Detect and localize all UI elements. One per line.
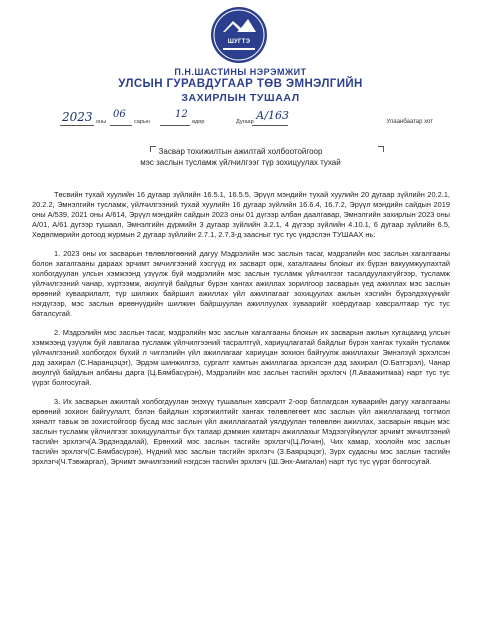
logo-text: ШУГТЭ <box>227 39 251 45</box>
year-suffix: оны <box>96 119 107 125</box>
org-name: УЛСЫН ГУРАВДУГААР ТӨВ ЭМНЭЛГИЙН <box>118 78 363 90</box>
document-type: ЗАХИРЛЫН ТУШААЛ <box>181 92 300 104</box>
day-suffix: өдөр <box>192 119 205 125</box>
handwritten-number: А/163 <box>256 109 290 122</box>
org-subtitle: П.Н.ШАСТИНЫ НЭРЭМЖИТ <box>174 67 307 77</box>
order-body <box>32 190 450 476</box>
clause-3-paragraph: 3. Их засварын ажилтай холбогдуулан энэхүү тушаалын хавсралт 2-оор батлагдсан хуваарийн дагуу хагалгааны өрөөний зохион байгуулалт, бэлэн байдлын хэрэгжилтийг хангах төлөвлөгөөт мэс заслын үйл ажиллагаанд тогтмол хяналт тавьж эв зохистойгоор бусад мэс заслын үйл ажиллагаатай уялдуулан төлөвлөн ажиллах, засварын явцын мэс заслын тусламж үйлчилгээг зохицуулалтыг бүх талаар дэмжин хамтарч ажиллахыг Мэдээгүйжүүлэг эрчимт эмчилгээний тасгийн эрхлэгч(А.Эрдэнэдалай), Ерөнхий мэс заслын тасгийн эрхлэгч(Ц.Лочин), Чих хамар, хоолойн мэс заслын тасгийн эрхлэгч(С.Бямбасүрэн), Нүдний мэс заслын тасгийн эрхлэгч (З.Баярцэцэг), Зүрх судасны мэс заслын тасгийн эрхлэгч(Ч.Тэвжаргал), Эрчимт эмчилгээний нэгдсэн тасгийн эрхлэгч (Ш.Энх-Амгалан) нарт тус тус үүрэг болгосугай. <box>32 397 450 466</box>
handwritten-day: 12 <box>175 109 188 120</box>
date-number-row <box>0 110 481 132</box>
city-label: Улаанбаатар хот <box>386 119 433 125</box>
clause-2-paragraph: 2. Мэдрэлийн мэс заслын тасаг, мэдрэлийн мэс заслын хагалгааны блокын их засварын ажлын хугацаанд улсын хэмжээнд үзүүлж буй лавлагаа тусламж үйлчилгээний тасралтгүй, хариуцлагатай байдлыг бүрэн хангах тухайн тусламж үйлчилгээний холбогдох бүхий л чиглэлийн үйл ажиллагааг хариуцан зохион байгуулж ажиллахыг Эмнэлзүй эрхэлсэн дэд захирал (С.Наранцэцэг), Эрдэм шинжилгээ, сургалт хамтын ажиллагаа эрхэлсэн дэд захирал (О.Батгэрэл), Чанар аюулгүй байдлын албаны дарга (Ц.Бямбасүрэн), Мэдрэлийн мэс заслын тасгийн эрхлэгч (Л.Аваажитмаа) нарт тус тус үүрэг болгосугай. <box>32 328 450 387</box>
subject-line-2: мэс заслын тусламж үйлчилгээг түр зохицуулах тухай <box>140 158 341 167</box>
handwritten-year: 2023 <box>62 110 93 124</box>
logo-emblem-icon <box>210 6 268 64</box>
order-subject <box>0 146 481 168</box>
handwritten-month: 06 <box>113 109 126 120</box>
number-label: Дугаар <box>236 119 254 125</box>
subject-line-1: Засвар тохижилтын ажилтай холбоотойгоор <box>158 147 323 156</box>
hospital-logo <box>210 6 268 64</box>
preamble-paragraph: Төсвийн тухай хуулийн 16 дугаар зүйлийн 16.5.1, 16.5.5, Эрүүл мэндийн тухай хуулийн 20 дугаар зүйлийн 20.2.1, 20.2.2, Эмнэлгийн тусламж, үйлчилгээний тухай хуулийн 16 дугаар зүйлийн 16.6.4, 16.7.2, Эрүүл мэндийн сайдын 2019 оны А/539, 2021 оны А/614, Эрүүл мэндийн сайдын 2023 оны 01 дүгээр албан даалгавар, Эмнэлгийн захирлын 2023 оны А/01, А/61 дүгээр тушаал, Эмнэлгийн дүрмийн 3 дугаар зүйлийн 3.2.1, 4 дүгээр зүйлийн 4.10.1, 6 дугаар зүйлийн 6.5, Хөдөлмөрийн дотоод журмын 2 дугаар зүйлийн 2.7.1, 2.7.3-д заасныг тус тус үндэслэн ТУШААХ нь: <box>32 190 450 239</box>
clause-1-paragraph: 1. 2023 оны их засварын төлөвлөгөөний дагуу Мэдрэлийн мэс заслын тасаг, мэдрэлийн мэс заслын хагалгааны болон хагалгааны дараах эрчимт эмчилгээний хэсгүүд их засварт орж, хагалгааны блокыг их бүрэн вакуумжуулахтай холбогдуулан улсын хэмжээнд үзүүлж буй мэдрэлийн мэс заслын тусламж үйлчилгээг тасалдуулахгүйгээр, тусламж үйлчилгээний чанар, хүртээмж, аюулгүй байдлыг бүрэн хангах ажиллах зорилгоор засварын үед ажиллах мэс заслын өрөөний хуваарилалт, түр шилжих байршил ажиллах үйл ажиллагааг зохицуулах ажлын хэсгийн бүрэлдэхүүнийг нэгдүгээр, мэс заслын өрөөнүүдийн шилжин байршуулан ажиллуулах хуваарийг хоёрдугаар хавсралтаар тус тус баталсугай. <box>32 249 450 318</box>
month-suffix: сарын <box>134 119 150 125</box>
